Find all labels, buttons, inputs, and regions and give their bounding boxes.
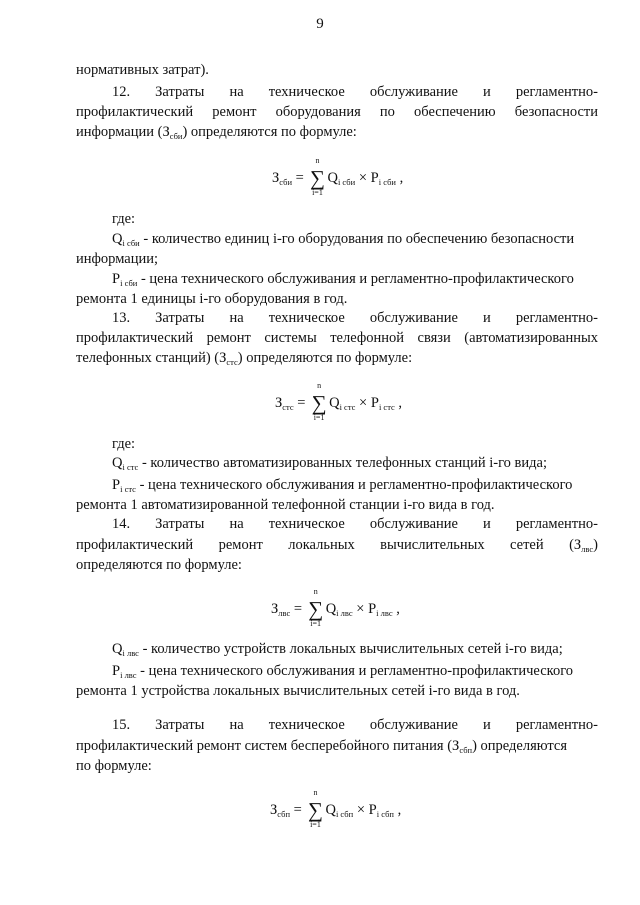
subscript: i стс — [378, 402, 395, 412]
formula-symbol: Q — [112, 455, 123, 471]
word: регламентно- — [515, 717, 598, 733]
text: ) определяются — [472, 738, 568, 754]
formula-symbol: P — [112, 271, 121, 287]
subscript: лвс — [278, 608, 291, 618]
word: техническое — [268, 310, 345, 326]
sigma-icon: ∑ — [309, 166, 325, 190]
word: профилактический — [76, 537, 194, 553]
word: локальных — [288, 537, 355, 553]
word: обслуживание — [369, 84, 458, 100]
times-sign: × — [358, 170, 367, 186]
subscript: i стс — [120, 484, 136, 494]
sigma-icon: ∑ — [307, 798, 323, 822]
sum-upper-limit: n — [317, 381, 322, 390]
formula-symbol: Q — [112, 641, 123, 657]
word: и — [483, 717, 491, 733]
formula-symbol: Q — [112, 231, 123, 247]
word: и — [483, 84, 491, 100]
paragraph-12-line2: профилактический ремонт оборудования по обеспечению безопасности — [76, 104, 598, 120]
word: и — [483, 516, 491, 532]
formula-4 — [270, 788, 402, 829]
where-label: где: — [112, 211, 136, 227]
paragraph-14-line2 — [76, 537, 598, 554]
comma: , — [396, 601, 400, 617]
paragraph-14-line1 — [112, 516, 598, 533]
paragraph-15-line3: по формуле: — [76, 758, 152, 774]
text: (З — [569, 537, 582, 553]
equals-sign: = — [297, 395, 306, 411]
sum-upper-limit: n — [313, 587, 318, 596]
word: Затраты — [155, 717, 205, 733]
text-line: ремонта 1 единицы i-го оборудования в год. — [76, 291, 348, 307]
times-sign: × — [356, 802, 365, 818]
summation — [310, 381, 328, 422]
text: телефонных станций) (З — [76, 350, 227, 366]
times-sign: × — [359, 395, 368, 411]
subscript: i лвс — [376, 608, 393, 618]
sum-lower-limit: i=1 — [313, 413, 325, 422]
formula-symbol: P — [370, 395, 379, 411]
paragraph-14-line3: определяются по формуле: — [76, 557, 242, 573]
para-number: 15. — [112, 717, 131, 733]
formula-symbol: З — [275, 395, 283, 411]
formula-1 — [272, 156, 404, 197]
subscript: i сби — [337, 177, 356, 187]
word: ремонт — [218, 537, 263, 553]
formula-symbol: P — [368, 601, 377, 617]
para-number: 12. — [112, 84, 131, 100]
paragraph-12-line1 — [112, 84, 598, 101]
formula-symbol: Q — [325, 601, 337, 617]
subscript: i лвс — [120, 670, 137, 680]
word: регламентно- — [515, 516, 598, 532]
word: техническое — [268, 516, 345, 532]
word-group — [569, 537, 598, 554]
subscript: лвс — [581, 544, 594, 554]
text-line: ремонта 1 устройства локальных вычислительных сетей i-го вида в год. — [76, 683, 520, 699]
word: Затраты — [155, 84, 205, 100]
subscript: i лвс — [122, 648, 139, 658]
subscript: сби — [279, 177, 293, 187]
text-line: ремонта 1 автоматизированной телефонной станции i-го вида в год. — [76, 497, 495, 513]
subscript: сбп — [459, 745, 473, 755]
summation — [308, 156, 326, 197]
text-line: информации; — [76, 251, 159, 267]
formula-symbol: P — [370, 170, 379, 186]
comma: , — [399, 170, 404, 186]
subscript: i сби — [120, 278, 138, 288]
formula-symbol: З — [271, 601, 279, 617]
formula-symbol: P — [112, 663, 121, 679]
word: и — [483, 310, 491, 326]
word: обслуживание — [369, 717, 458, 733]
subscript: i сбп — [335, 809, 354, 819]
definition-line — [112, 271, 574, 288]
summation — [306, 788, 324, 829]
subscript: стс — [282, 402, 294, 412]
text: - количество устройств локальных вычислительных сетей i-го вида; — [138, 641, 563, 657]
definition-line — [112, 477, 572, 494]
where-label: где: — [112, 436, 136, 452]
subscript: сби — [169, 131, 183, 141]
sum-lower-limit: i=1 — [310, 820, 321, 829]
word: сетей — [510, 537, 544, 553]
formula-symbol: Q — [325, 802, 336, 818]
sum-upper-limit: n — [315, 156, 320, 165]
word: на — [229, 516, 244, 532]
formula-symbol: З — [270, 802, 278, 818]
word: техническое — [268, 84, 345, 100]
formula-2 — [275, 381, 403, 422]
subscript: i сби — [122, 238, 140, 248]
word: Затраты — [155, 310, 205, 326]
paragraph-15-line2 — [76, 738, 567, 755]
sum-lower-limit: i=1 — [312, 188, 323, 197]
subscript: i стс — [339, 402, 356, 412]
word: на — [229, 310, 244, 326]
definition-line — [112, 455, 547, 472]
formula-3 — [271, 587, 400, 628]
word: регламентно- — [515, 84, 598, 100]
summation — [307, 587, 325, 628]
subscript: i стс — [122, 462, 139, 472]
text: ) — [593, 537, 598, 553]
word: на — [229, 84, 244, 100]
para-number: 13. — [112, 310, 131, 326]
subscript: i сби — [378, 177, 396, 187]
text: профилактический ремонт систем бесперебойного питания (З — [76, 738, 460, 754]
paragraph-15-line1 — [112, 717, 598, 734]
subscript: i лвс — [336, 608, 353, 618]
word: Затраты — [155, 516, 205, 532]
text: - цена технического обслуживания и регламентно-профилактического — [137, 271, 574, 287]
paragraph-13-line2: профилактический ремонт системы телефонной связи (автоматизированных — [76, 330, 598, 346]
subscript: стс — [226, 357, 238, 367]
text: - количество единиц i-го оборудования по обеспечению безопасности — [139, 231, 575, 247]
sum-upper-limit: n — [313, 788, 318, 797]
formula-symbol: Q — [327, 170, 338, 186]
text: - цена технического обслуживания и регламентно-профилактического — [136, 663, 574, 679]
text: информации (З — [76, 124, 170, 140]
formula-symbol: З — [272, 170, 280, 186]
definition-line — [112, 663, 573, 680]
paragraph-12-line3 — [76, 124, 357, 141]
comma: , — [398, 395, 403, 411]
times-sign: × — [356, 601, 365, 617]
definition-line — [112, 641, 563, 658]
word: техническое — [268, 717, 345, 733]
paragraph-13-line3 — [76, 350, 412, 367]
paragraph-13-line1 — [112, 310, 598, 327]
equals-sign: = — [293, 802, 302, 818]
equals-sign: = — [295, 170, 304, 186]
page-number: 9 — [316, 16, 324, 32]
word: регламентно- — [515, 310, 598, 326]
subscript: i сбп — [376, 809, 394, 819]
sigma-icon: ∑ — [311, 391, 327, 415]
text: - цена технического обслуживания и регламентно-профилактического — [135, 477, 573, 493]
sigma-icon: ∑ — [308, 597, 324, 621]
formula-symbol: P — [368, 802, 377, 818]
text: - количество автоматизированных телефонных станций i-го вида; — [138, 455, 547, 471]
text: ) определяются по формуле: — [237, 350, 413, 366]
para-number: 14. — [112, 516, 131, 532]
subscript: сбп — [277, 809, 291, 819]
equals-sign: = — [293, 601, 303, 617]
formula-symbol: P — [112, 477, 121, 493]
sum-lower-limit: i=1 — [310, 619, 322, 628]
text: ) определяются по формуле: — [182, 124, 357, 140]
word: на — [229, 717, 244, 733]
comma: , — [397, 802, 402, 818]
text-line: нормативных затрат). — [76, 62, 209, 78]
word: вычислительных — [380, 537, 485, 553]
word: обслуживание — [369, 516, 458, 532]
word: обслуживание — [369, 310, 458, 326]
definition-line — [112, 231, 574, 248]
formula-symbol: Q — [329, 395, 340, 411]
